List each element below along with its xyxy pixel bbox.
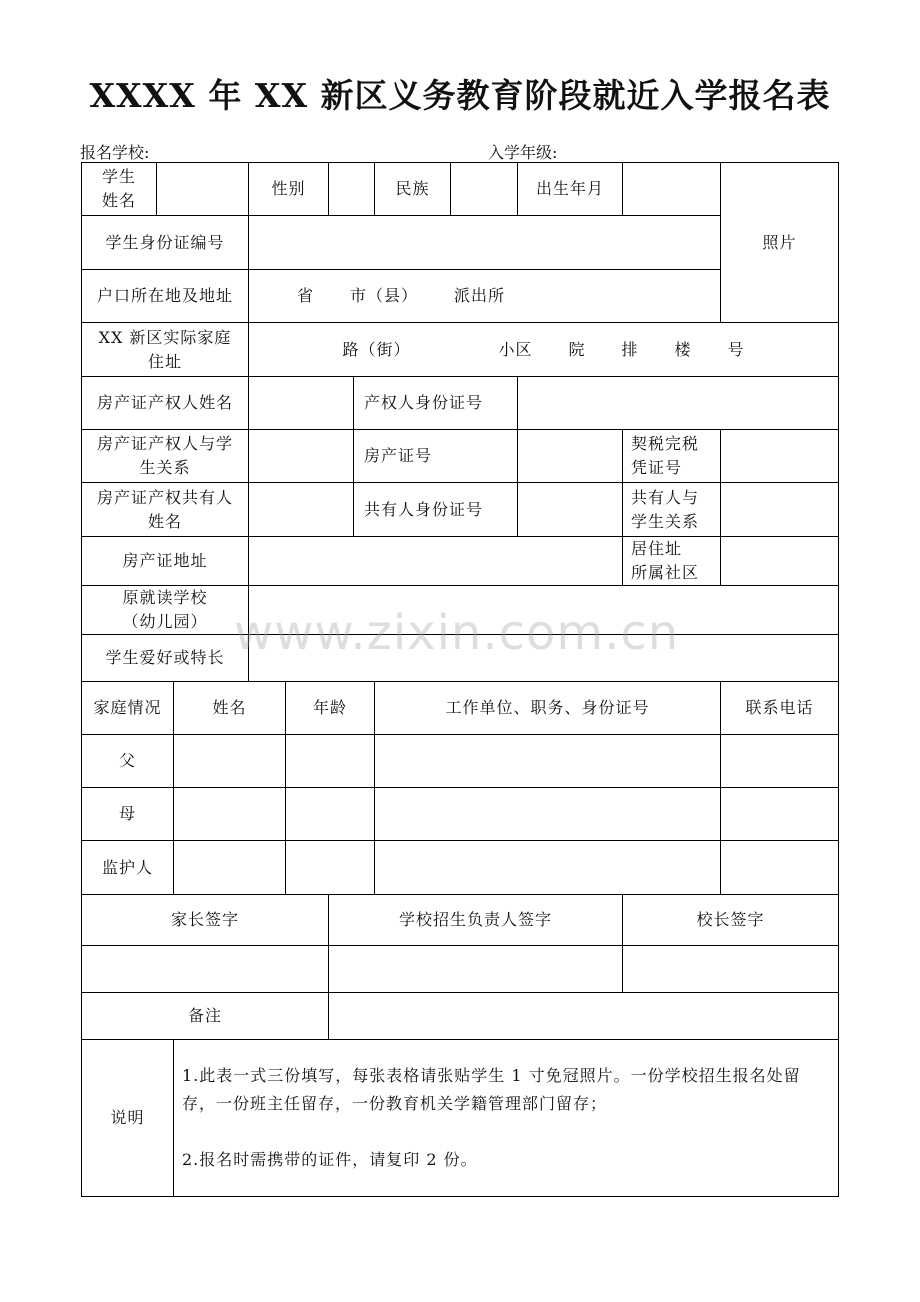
field-deed-no[interactable] (517, 429, 623, 483)
label-ethnicity: 民族 (374, 162, 451, 216)
field-student-name[interactable] (156, 162, 249, 216)
father-work-field[interactable] (374, 734, 721, 788)
father-name-field[interactable] (173, 734, 286, 788)
field-hukou[interactable] (248, 269, 721, 323)
address-number-label: 号 (727, 339, 745, 359)
label-owner-relation: 房产证产权人与学 生关系 (81, 429, 249, 483)
label-hobbies: 学生爱好或特长 (81, 634, 249, 682)
label-co-owner-id: 共有人身份证号 (353, 482, 518, 537)
family-header-age: 年龄 (285, 681, 375, 735)
school-label: 报名学校: (80, 143, 150, 162)
admissions-signature-field[interactable] (328, 945, 623, 993)
field-owner-relation[interactable] (248, 429, 354, 483)
father-phone-field[interactable] (720, 734, 839, 788)
label-home-address: XX 新区实际家庭 住址 (81, 322, 249, 377)
address-community-label: 小区 (498, 339, 533, 359)
label-principal-signature: 校长签字 (622, 894, 839, 946)
guardian-work-field[interactable] (374, 840, 721, 895)
label-admissions-signature: 学校招生负责人签字 (328, 894, 623, 946)
label-hukou: 户口所在地及地址 (81, 269, 249, 323)
label-remarks: 备注 (81, 992, 329, 1040)
label-notes: 说明 (81, 1039, 174, 1197)
remarks-field[interactable] (328, 992, 839, 1040)
address-row-label: 排 (621, 339, 639, 359)
hukou-province-label: 省 (297, 286, 315, 305)
father-age-field[interactable] (285, 734, 375, 788)
field-id-number[interactable] (248, 215, 721, 270)
parent-signature-field[interactable] (81, 945, 329, 993)
field-co-owner-id[interactable] (517, 482, 623, 537)
label-id-number: 学生身份证编号 (81, 215, 249, 270)
label-birth-date: 出生年月 (517, 162, 623, 216)
label-deed-no: 房产证号 (353, 429, 518, 483)
principal-signature-field[interactable] (622, 945, 839, 993)
form-title: XXXX 年 XX 新区义务教育阶段就近入学报名表 (89, 76, 831, 115)
family-header-phone: 联系电话 (720, 681, 839, 735)
field-deed-address[interactable] (248, 536, 623, 586)
photo-box[interactable]: 照片 (720, 162, 839, 323)
family-header-situation: 家庭情况 (81, 681, 174, 735)
mother-work-field[interactable] (374, 787, 721, 841)
field-birth-date[interactable] (622, 162, 721, 216)
field-tax-cert[interactable] (720, 429, 839, 483)
family-row-guardian: 监护人 (81, 840, 174, 895)
mother-phone-field[interactable] (720, 787, 839, 841)
field-hobbies[interactable] (248, 634, 839, 682)
label-gender: 性别 (248, 162, 329, 216)
grade-label: 入学年级: (488, 143, 558, 162)
hukou-city-label: 市（县） (350, 286, 419, 305)
watermark: www.zixin.com.cn (234, 605, 680, 661)
guardian-name-field[interactable] (173, 840, 286, 895)
field-community[interactable] (720, 536, 839, 586)
mother-name-field[interactable] (173, 787, 286, 841)
guardian-phone-field[interactable] (720, 840, 839, 895)
mother-age-field[interactable] (285, 787, 375, 841)
guardian-age-field[interactable] (285, 840, 375, 895)
field-home-address[interactable] (248, 322, 839, 377)
family-header-work: 工作单位、职务、身份证号 (374, 681, 721, 735)
label-deed-address: 房产证地址 (81, 536, 249, 586)
note-line-2: 2.报名时需携带的证件，请复印 2 份。 (182, 1150, 478, 1169)
label-parent-signature: 家长签字 (81, 894, 329, 946)
label-tax-cert: 契税完税 凭证号 (622, 429, 721, 483)
family-row-father: 父 (81, 734, 174, 788)
field-gender[interactable] (328, 162, 375, 216)
family-row-mother: 母 (81, 787, 174, 841)
field-prev-school[interactable] (248, 585, 839, 635)
address-building-label: 楼 (674, 339, 692, 359)
label-community: 居住址 所属社区 (622, 536, 721, 586)
field-owner-id[interactable] (517, 376, 839, 430)
label-prev-school: 原就读学校 （幼儿园） (81, 585, 249, 635)
hukou-police-label: 派出所 (454, 286, 506, 305)
field-co-owner-relation[interactable] (720, 482, 839, 537)
label-co-owner-relation: 共有人与 学生关系 (622, 482, 721, 537)
label-owner-name: 房产证产权人姓名 (81, 376, 249, 430)
notes-text (173, 1039, 839, 1197)
address-road-label: 路（街） (342, 339, 411, 359)
field-ethnicity[interactable] (450, 162, 518, 216)
label-student-name: 学生 姓名 (81, 162, 157, 216)
note-line-1: 1.此表一式三份填写，每张表格请张贴学生 1 寸免冠照片。一份学校招生报名处留存，一份班主任留存，一份教育机关学籍管理部门留存； (182, 1066, 801, 1113)
label-co-owner: 房产证产权共有人 姓名 (81, 482, 249, 537)
label-owner-id: 产权人身份证号 (353, 376, 518, 430)
family-header-name: 姓名 (173, 681, 286, 735)
address-yard-label: 院 (568, 339, 586, 359)
field-owner-name[interactable] (248, 376, 354, 430)
field-co-owner[interactable] (248, 482, 354, 537)
